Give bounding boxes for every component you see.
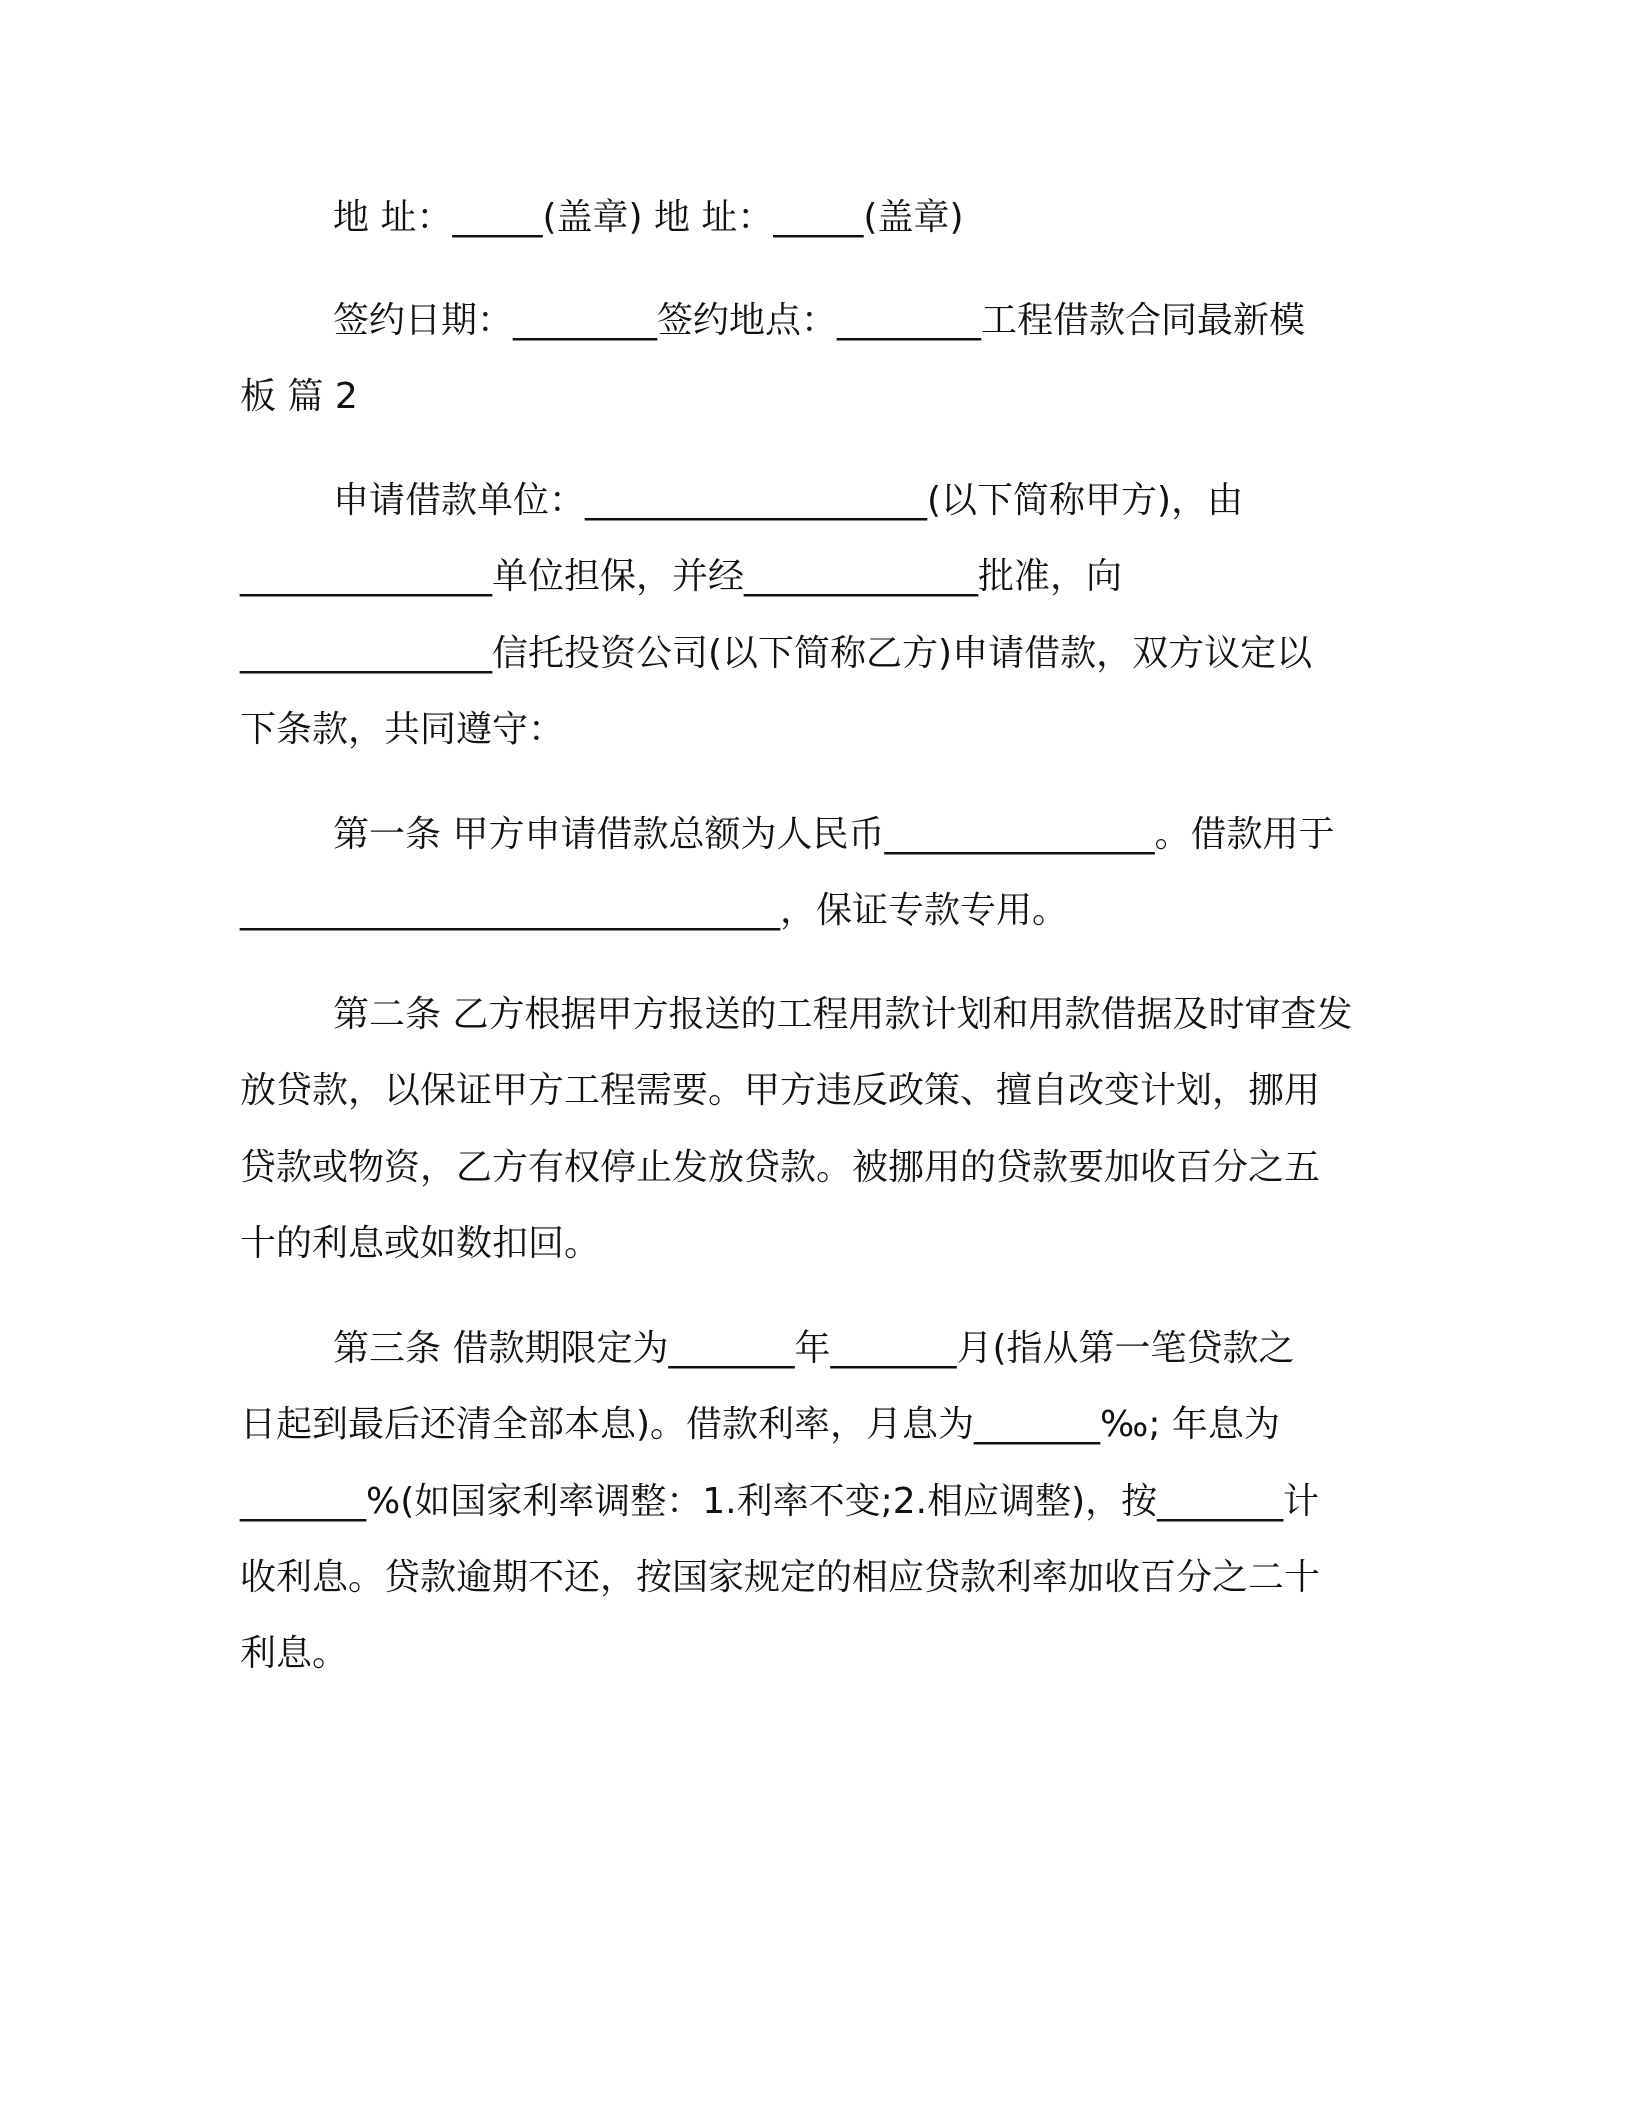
text-line: _______%(如国家利率调整：1.利率不变;2.相应调整)，按_______计 <box>240 1481 1320 1522</box>
text-line: 利息。 <box>240 1633 349 1674</box>
text-line: ______________________________，保证专款专用。 <box>240 890 1069 931</box>
text-line: 地 址：_____(盖章) 地 址：_____(盖章) <box>333 197 964 238</box>
text-line: 第三条 借款期限定为_______年_______月(指从第一笔贷款之 <box>333 1328 1295 1369</box>
text-line: ______________信托投资公司(以下简称乙方)申请借款，双方议定以 <box>240 633 1313 674</box>
text-line: 日起到最后还清全部本息)。借款利率，月息为_______‰; 年息为 <box>240 1404 1280 1445</box>
text-line: 下条款，共同遵守： <box>240 709 565 750</box>
text-line: 收利息。贷款逾期不还，按国家规定的相应贷款利率加收百分之二十 <box>240 1557 1321 1598</box>
text-line: 放贷款，以保证甲方工程需要。甲方违反政策、擅自改变计划，挪用 <box>240 1070 1321 1111</box>
text-line: 申请借款单位：___________________(以下简称甲方)，由 <box>333 480 1244 521</box>
text-line: ______________单位担保，并经_____________批准，向 <box>240 556 1123 597</box>
text-line: 第一条 甲方申请借款总额为人民币_______________。借款用于 <box>333 814 1335 855</box>
text-line: 第二条 乙方根据甲方报送的工程用款计划和用款借据及时审查发 <box>333 994 1353 1035</box>
text-line: 签约日期：________签约地点：________工程借款合同最新模 <box>333 300 1306 341</box>
text-line: 十的利息或如数扣回。 <box>240 1223 601 1264</box>
text-line: 贷款或物资，乙方有权停止发放贷款。被挪用的贷款要加收百分之五 <box>240 1147 1321 1188</box>
text-line: 板 篇 2 <box>240 376 358 417</box>
